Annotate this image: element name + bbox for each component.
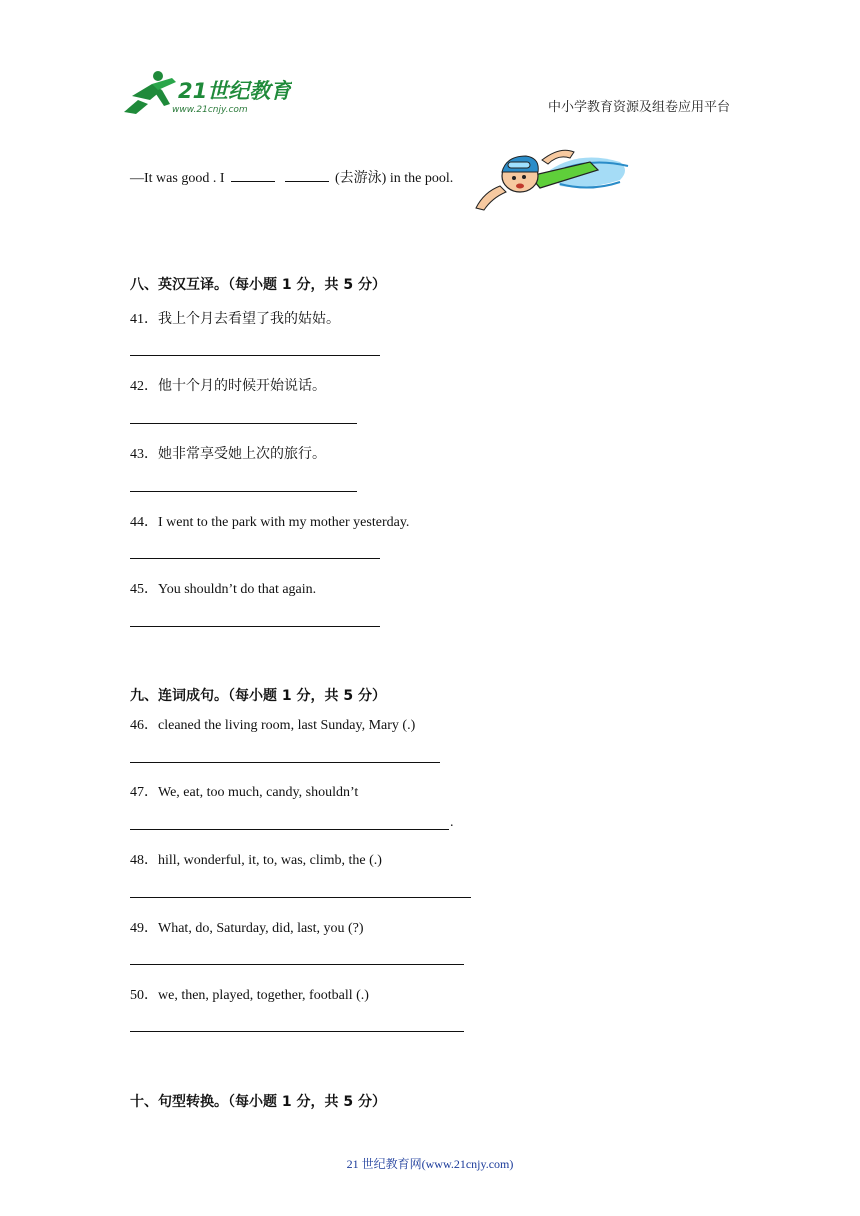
question-45: 45．You shouldn’t do that again. — [130, 582, 317, 597]
answer-blank-2[interactable] — [285, 169, 329, 182]
intro-question — [130, 167, 453, 187]
question-48: 48．hill, wonderful, it, to, was, climb, the (.) — [130, 853, 382, 868]
question-46: 46．cleaned the living room, last Sunday, Mary (.) — [130, 718, 416, 733]
swimmer-illustration — [470, 140, 636, 220]
section-title-translation: 八、英汉互译。（每小题 1 分，共 5 分） — [130, 277, 386, 293]
answer-line-49[interactable] — [130, 964, 464, 965]
section-title-sentence-transform: 十、句型转换。（每小题 1 分，共 5 分） — [130, 1094, 386, 1110]
site-logo — [122, 70, 292, 116]
question-49: 49．What, do, Saturday, did, last, you (?) — [130, 921, 364, 936]
line-end-period: . — [450, 815, 454, 830]
answer-line-46[interactable] — [130, 762, 440, 763]
answer-blank-1[interactable] — [231, 169, 275, 182]
answer-line-50[interactable] — [130, 1031, 464, 1032]
question-44: 44．I went to the park with my mother yesterday. — [130, 515, 410, 530]
platform-slogan: 中小学教育资源及组卷应用平台 — [547, 99, 730, 114]
logo-url: www.21cnjy.com — [172, 105, 248, 115]
answer-line-47[interactable] — [130, 829, 449, 830]
answer-line-48[interactable] — [130, 897, 471, 898]
question-50: 50．we, then, played, together, football (.) — [130, 988, 369, 1003]
question-41: 41．我上个月去看望了我的姑姑。 — [130, 312, 340, 327]
answer-line-45[interactable] — [130, 626, 380, 627]
question-42: 42．他十个月的时候开始说话。 — [130, 379, 326, 394]
answer-line-41[interactable] — [130, 355, 380, 356]
question-43: 43．她非常享受她上次的旅行。 — [130, 447, 326, 462]
answer-line-43[interactable] — [130, 491, 357, 492]
answer-line-42[interactable] — [130, 423, 357, 424]
intro-prefix: —It was good . I — [130, 171, 225, 186]
section-title-word-order: 九、连词成句。（每小题 1 分，共 5 分） — [130, 688, 386, 704]
page-footer: 21 世纪教育网(www.21cnjy.com) — [346, 1157, 514, 1171]
intro-hint: (去游泳) in the pool. — [335, 171, 454, 186]
runner-icon — [124, 71, 176, 114]
logo-text: 21世纪教育 — [178, 79, 292, 103]
answer-line-44[interactable] — [130, 558, 380, 559]
question-47: 47．We, eat, too much, candy, shouldn’t — [130, 785, 359, 800]
